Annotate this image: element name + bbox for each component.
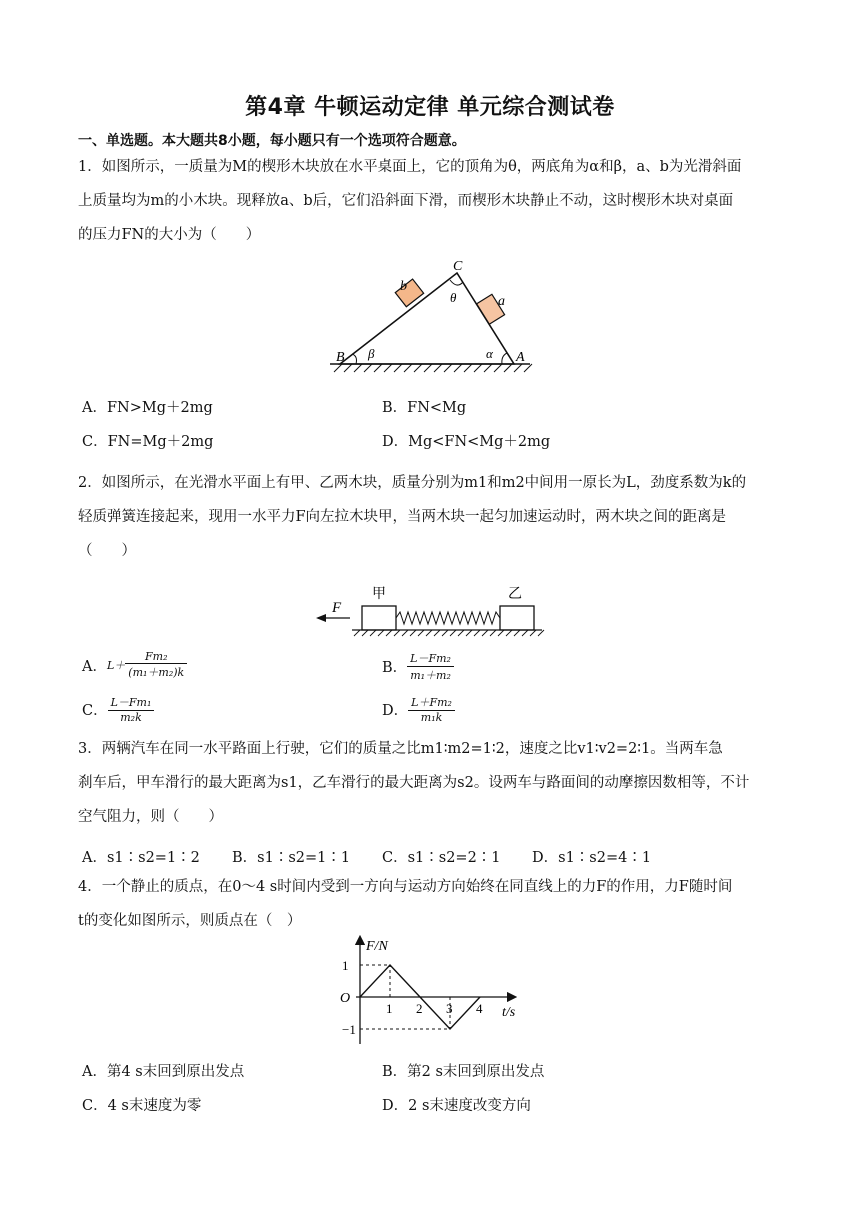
q3-option-c[interactable]: C．s1∶s2=2∶1 (382, 850, 501, 866)
question-1-line-1: 1．如图所示，一质量为M的楔形木块放在水平桌面上，它的顶角为θ，两底角为α和β，a、b为光滑斜面 (78, 159, 742, 175)
q2-option-a-letter: A． (82, 658, 107, 675)
question-4-text (78, 870, 778, 938)
q2-option-b[interactable] (382, 650, 454, 683)
x-tick-label: 4 (476, 1001, 483, 1016)
label-theta: θ (450, 290, 457, 305)
label-b: b (400, 279, 407, 294)
x-tick-label: 3 (446, 1001, 453, 1016)
q2-option-c-letter: C． (82, 702, 108, 719)
wedge-figure (320, 258, 540, 378)
question-2-text (78, 466, 778, 568)
question-3-text (78, 732, 778, 834)
label-yi: 乙 (508, 587, 522, 602)
table-hatching (334, 364, 532, 372)
q1-option-b[interactable]: B．FN<Mg (382, 400, 467, 416)
label-A: A (516, 350, 525, 365)
q2-option-a[interactable] (82, 650, 187, 680)
y-axis-label: F/N (366, 939, 388, 954)
label-jia: 甲 (372, 587, 386, 602)
question-4-line-1: 4．一个静止的质点，在0～4 s时间内受到一方向与运动方向始终在同直线上的力F的作用，力F随时间 (78, 879, 733, 895)
y-tick-label: 1 (342, 958, 349, 973)
q3-option-b[interactable]: B．s1∶s2=1∶1 (232, 850, 351, 866)
q1-option-a[interactable]: A．FN>Mg＋2mg (82, 400, 213, 416)
label-beta: β (368, 346, 375, 361)
label-F: F (332, 600, 342, 616)
origin-label: O (340, 991, 351, 1006)
question-1-line-3: 的压力FN的大小为（ ） (78, 227, 261, 243)
q2-option-d-fraction: $\frac{\text{L＋Fm₂}}{\text{m₁k}}$ (408, 694, 455, 724)
question-3-line-2: 刹车后，甲车滑行的最大距离为s1，乙车滑行的最大距离为s2。设两车与路面间的动摩擦因数相等，不计 (78, 775, 750, 791)
force-time-chart (330, 934, 530, 1052)
question-2-line-3: （ ） (78, 543, 136, 559)
q2-option-d[interactable] (382, 694, 455, 724)
q3-option-d[interactable]: D．s1∶s2=4∶1 (532, 850, 652, 866)
page-title: 第4章 牛顿运动定律 单元综合测试卷 (245, 95, 615, 120)
q4-option-d[interactable]: D．2 s末速度改变方向 (382, 1098, 531, 1114)
y-tick-label: −1 (342, 1022, 356, 1037)
q4-option-c[interactable]: C．4 s末速度为零 (82, 1098, 202, 1114)
x-tick-label: 1 (386, 1001, 393, 1016)
q1-option-d[interactable]: D．Mg<FN<Mg＋2mg (382, 434, 551, 450)
q2-option-c[interactable] (82, 694, 154, 724)
question-1-line-2: 上质量均为m的小木块。现释放a、b后，它们沿斜面下滑，而楔形木块静止不动，这时楔形木块对桌面 (78, 193, 734, 209)
q1-option-c[interactable]: C．FN=Mg＋2mg (82, 434, 214, 450)
floor-hatching (354, 630, 544, 636)
question-2-line-1: 2．如图所示，在光滑水平面上有甲、乙两木块，质量分别为m1和m2中间用一原长为L，劲度系数为k的 (78, 475, 747, 491)
label-a: a (498, 294, 505, 309)
block-yi (500, 606, 534, 630)
question-3-line-3: 空气阻力，则（ ） (78, 809, 223, 825)
question-3-line-1: 3．两辆汽车在同一水平路面上行驶，它们的质量之比m1∶m2=1∶2，速度之比v1∶v2=2∶1。当两车急 (78, 741, 723, 757)
q2-option-b-fraction: $\frac{\text{L－Fm₂}}{\text{m₁＋m₂}}$ (407, 650, 454, 683)
label-alpha: α (486, 346, 493, 361)
q2-option-a-fraction: $\frac{\text{Fm₂}}{\text{(m₁＋m₂)k}}$ (125, 650, 187, 680)
q3-option-a[interactable]: A．s1∶s2=1∶2 (82, 850, 200, 866)
x-axis-label: t/s (502, 1005, 516, 1020)
block-jia (362, 606, 396, 630)
q2-option-d-letter: D． (382, 702, 409, 719)
q2-option-b-letter: B． (382, 660, 408, 676)
section-heading: 一、单选题。本大题共8小题，每小题只有一个选项符合题意。 (78, 133, 466, 149)
question-1-text (78, 150, 778, 252)
label-C: C (453, 259, 463, 274)
question-2-line-2: 轻质弹簧连接起来，现用一水平力F向左拉木块甲，当两木块一起匀加速运动时，两木块之间的距离是 (78, 509, 727, 525)
q4-option-b[interactable]: B．第2 s末回到原出发点 (382, 1064, 545, 1080)
q2-option-a-prefix: L＋ (106, 659, 126, 672)
q4-option-a[interactable]: A．第4 s末回到原出发点 (82, 1064, 245, 1080)
x-tick-label: 2 (416, 1001, 423, 1016)
spring (396, 612, 500, 624)
question-4-line-2: t的变化如图所示，则质点在（ ） (78, 913, 302, 929)
label-B: B (336, 350, 345, 365)
q2-option-c-fraction: $\frac{\text{L－Fm₁}}{\text{m₂k}}$ (108, 694, 155, 724)
spring-figure (310, 578, 550, 638)
